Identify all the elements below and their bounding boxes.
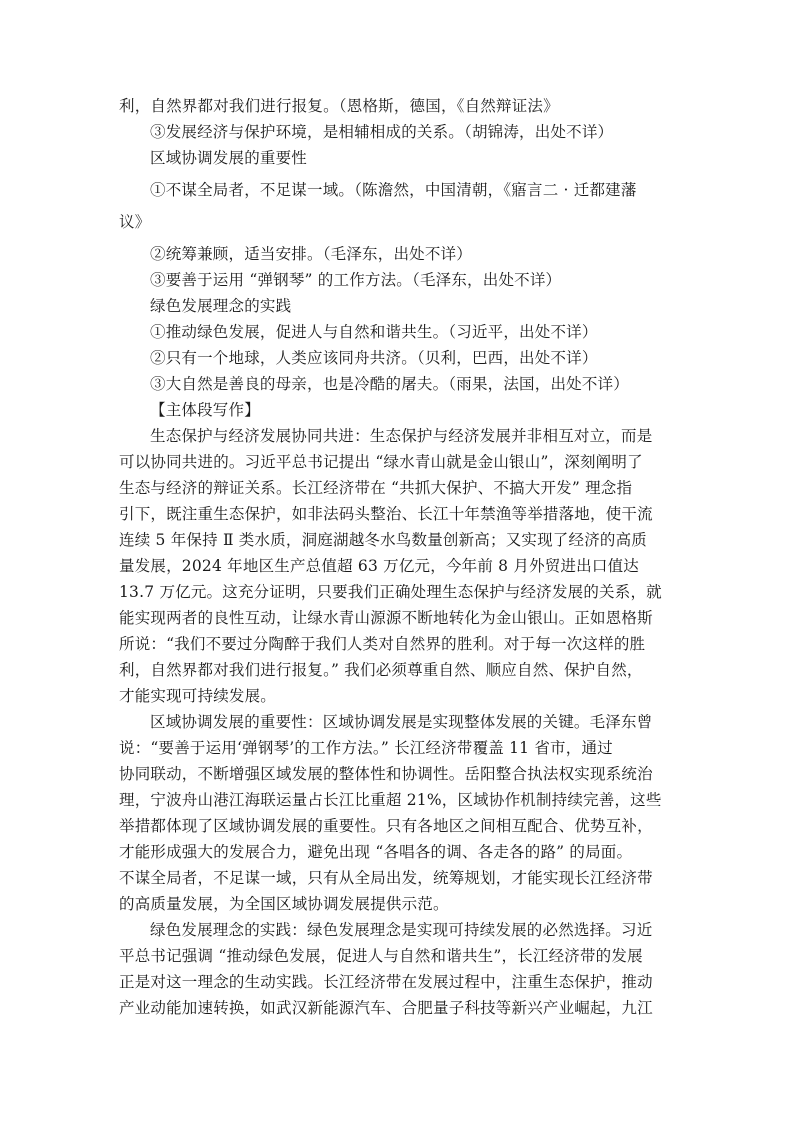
quote-item: ①不谋全局者，不足谋一域。（陈澹然，中国清朝，《寤言二 · 迁都建藩 <box>150 181 637 199</box>
text-line: 可以协同共进的。习近平总书记提出 “绿水青山就是金山银山”，深刻阐明了 <box>119 453 643 471</box>
quote-item: ②统筹兼顾，适当安排。（毛泽东，出处不详） <box>150 245 472 263</box>
text-line: 说：“要善于运用‘弹钢琴’的工作方法。” 长江经济带覆盖 11 省市，通过 <box>119 739 613 757</box>
section-heading: 【主体段写作】 <box>150 401 260 419</box>
section-heading: 绿色发展理念的实践 <box>150 297 292 315</box>
text-line: 才能形成强大的发展合力，避免出现 “各唱各的调、各走各的路” 的局面。 <box>119 843 633 861</box>
text-line: 所说：“我们不要过分陶醉于我们人类对自然界的胜利。对于每一次这样的胜 <box>119 635 646 653</box>
text-line: 理，宁波舟山港江海联运量占长江比重超 21%，区域协作机制持续完善，这些 <box>119 791 662 809</box>
text-line: 议》 <box>119 213 151 231</box>
text-line: 利，自然界都对我们进行报复。” 我们必须尊重自然、顺应自然、保护自然， <box>119 661 643 679</box>
text-line: 生态与经济的辩证关系。长江经济带在 “共抓大保护、不搞大开发” 理念指 <box>119 479 633 497</box>
quote-item: ②只有一个地球，人类应该同舟共济。（贝利，巴西，出处不详） <box>150 349 598 367</box>
quote-item: ③大自然是善良的母亲，也是冷酷的屠夫。（雨果，法国，出处不详） <box>150 375 629 393</box>
text-line: 利，自然界都对我们进行报复。（恩格斯，德国，《自然辩证法》 <box>119 97 559 115</box>
text-line: 举措都体现了区域协调发展的重要性。只有各地区之间相互配合、优势互补， <box>119 817 653 835</box>
text-line: 平总书记强调 “推动绿色发展，促进人与自然和谐共生”，长江经济带的发展 <box>119 947 643 965</box>
quote-item: ①推动绿色发展，促进人与自然和谐共生。（习近平，出处不详） <box>150 323 598 341</box>
text-line: 连续 5 年保持 Ⅱ 类水质，洞庭湖越冬水鸟数量创新高；又实现了经济的高质 <box>119 531 648 549</box>
text-line: 不谋全局者，不足谋一域，只有从全局出发，统筹规划，才能实现长江经济带 <box>119 869 653 887</box>
text-line: 正是对这一理念的生动实践。长江经济带在发展过程中，注重生态保护，推动 <box>119 973 653 991</box>
document-body <box>119 93 675 1021</box>
quote-item: ③发展经济与保护环境，是相辅相成的关系。（胡锦涛，出处不详） <box>150 123 614 141</box>
text-line: 产业动能加速转换，如武汉新能源汽车、合肥量子科技等新兴产业崛起，九江 <box>119 999 653 1017</box>
text-line: 引下，既注重生态保护，如非法码头整治、长江十年禁渔等举措落地，使干流 <box>119 505 653 523</box>
text-line: 能实现两者的良性互动，让绿水青山源源不断地转化为金山银山。正如恩格斯 <box>119 609 653 627</box>
text-line: 协同联动，不断增强区域发展的整体性和协调性。岳阳整合执法权实现系统治 <box>119 765 653 783</box>
paragraph-first-line: 绿色发展理念的实践：绿色发展理念是实现可持续发展的必然选择。习近 <box>150 921 653 939</box>
paragraph-first-line: 生态保护与经济发展协同共进：生态保护与经济发展并非相互对立，而是 <box>150 427 653 445</box>
text-line: 才能实现可持续发展。 <box>119 687 277 705</box>
section-heading: 区域协调发展的重要性 <box>150 149 308 167</box>
text-line: 量发展，2024 年地区生产总值超 63 万亿元，今年前 8 月外贸进出口值达 <box>119 557 639 575</box>
text-line: 的高质量发展，为全国区域协调发展提供示范。 <box>119 895 449 913</box>
text-line: 13.7 万亿元。这充分证明，只要我们正确处理生态保护与经济发展的关系，就 <box>119 583 662 601</box>
quote-item: ③要善于运用 “弹钢琴” 的工作方法。（毛泽东，出处不详） <box>150 271 562 289</box>
paragraph-first-line: 区域协调发展的重要性：区域协调发展是实现整体发展的关键。毛泽东曾 <box>150 713 653 731</box>
